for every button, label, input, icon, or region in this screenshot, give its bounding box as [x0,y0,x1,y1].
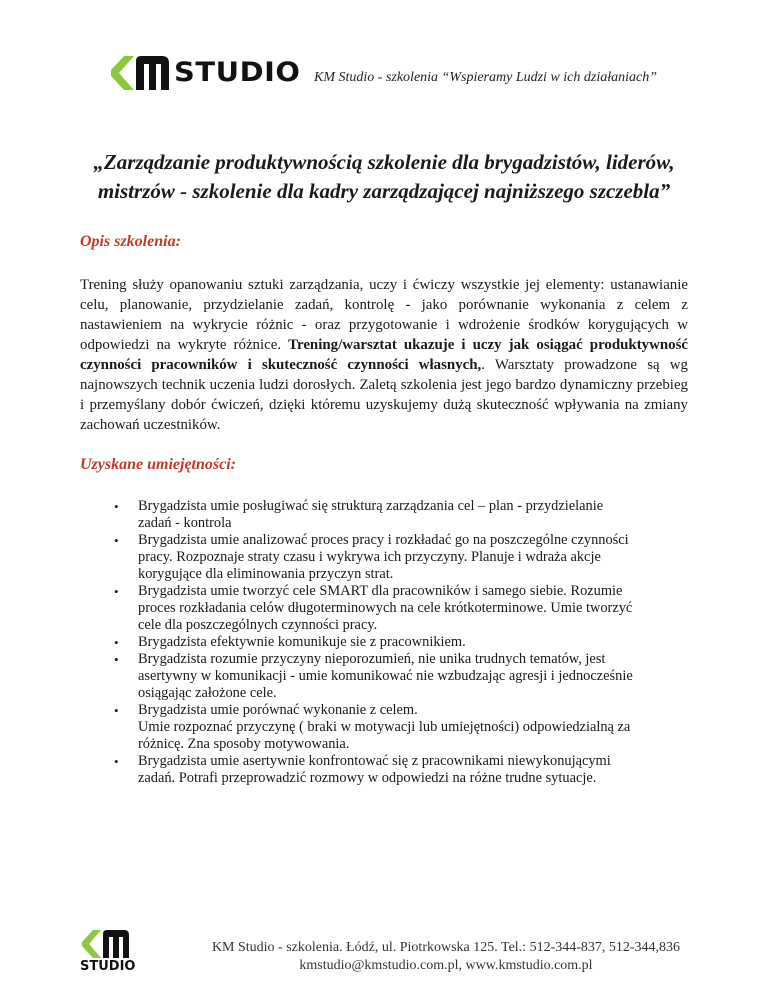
umiejetnosci-heading: Uzyskane umiejętności: [80,456,236,473]
title-line-1: „Zarządzanie produktywnością szkolenie dla brygadzistów, liderów, [93,150,675,174]
skill-item [80,583,688,634]
opis-heading: Opis szkolenia: [80,233,181,250]
skill-line: korygujące dla eliminowania przyczyn strat. [138,566,394,582]
skill-line: • Brygadzista umie posługiwać się strukturą zarządzania cel – plan - przydzielanie [138,498,604,514]
km-logo-mark-icon [108,56,170,90]
skill-line: zadań - kontrola [138,515,232,531]
opis-text-before: Trening służy opanowaniu sztuki zarządzania, uczy i ćwiczy wszystkie jej elementy: ustanawianie celu, planowanie, przydzielanie zadań, kontrolę - jako porównanie wykonania z celem z nastawieniem na wykrycie różnic - oraz przygotowanie i wdrożenie środków korygujących w odpowiedzi na wykryte różnice. [80,277,688,353]
header-tagline: KM Studio - szkolenia “Wspieramy Ludzi w ich działaniach” [314,70,657,85]
opis-text-after: . Warsztaty prowadzone są wg najnowszych technik uczenia ludzi dorosłych. Zaletą szkolenia jest jego bardzo dynamiczny przebieg i przemyślany dobór ćwiczeń, dzięki któremu uzyskujemy dużą skuteczność wpływania na zmiany zachowań uczestników. [80,357,688,433]
skill-line: cele dla poszczególnych czynności pracy. [138,617,378,633]
logo-wordmark: STUDIO [174,57,301,88]
footer-km-mark-icon [80,930,130,958]
footer-email-web: kmstudio@kmstudio.com.pl, www.kmstudio.com.pl [299,958,593,973]
skill-line: • Brygadzista umie analizować proces pracy i rozkładać go na poszczególne czynności [138,532,629,548]
skill-line: • Brygadzista rozumie przyczyny nieporozumień, nie unika trudnych tematów, jest [138,651,606,667]
skill-line: zadań. Potrafi przeprowadzić rozmowy w odpowiedzi na różne trudne sytuacje. [138,770,597,786]
skill-line: asertywny w komunikacji - umie komunikować nie wzbudzając agresji i jednocześnie [138,668,633,684]
document-title [80,148,688,206]
opis-text-bold: Trening/warsztat ukazuje i uczy jak osiągać produktywność czynności pracowników i skuteczność czynności własnych, [80,337,688,373]
skill-line: różnicę. Zna sposoby motywowania. [138,736,350,752]
skill-line: proces rozkładania celów długoterminowych na cele krótkoterminowe. Umie tworzyć [138,600,633,616]
footer-logo [80,930,136,976]
skill-item [80,651,688,702]
skill-line: osiągając założone cele. [138,685,277,701]
skill-line: pracy. Rozpoznaje straty czasu i wykrywa ich przyczyny. Planuje i wdraża akcje [138,549,601,565]
footer-logo-wordmark: STUDIO [80,959,136,974]
skill-item [80,532,688,583]
skill-item [80,753,688,787]
footer-address: KM Studio - szkolenia. Łódź, ul. Piotrkowska 125. Tel.: 512-344-837, 512-344,836 [211,940,681,955]
km-studio-logo [108,56,301,90]
skill-line: • Brygadzista efektywnie komunikuje sie z pracownikiem. [138,634,466,650]
skill-line: • Brygadzista umie porównać wykonanie z celem. [138,702,418,718]
skill-item [80,634,688,651]
skill-item [80,702,688,753]
skill-item [80,498,688,532]
title-line-2: mistrzów - szkolenie dla kadry zarządzającej najniższego szczebla” [97,179,671,203]
footer-contact [166,939,726,975]
skill-line: • Brygadzista umie tworzyć cele SMART dla pracowników i samego siebie. Rozumie [138,583,623,599]
skill-line: Umie rozpoznać przyczynę ( braki w motywacji lub umiejętności) odpowiedzialną za [138,719,631,735]
skills-list [80,498,688,787]
skill-line: • Brygadzista umie asertywnie konfrontować się z pracownikami niewykonującymi [138,753,611,769]
page-header [108,56,708,96]
opis-paragraph [80,275,688,435]
